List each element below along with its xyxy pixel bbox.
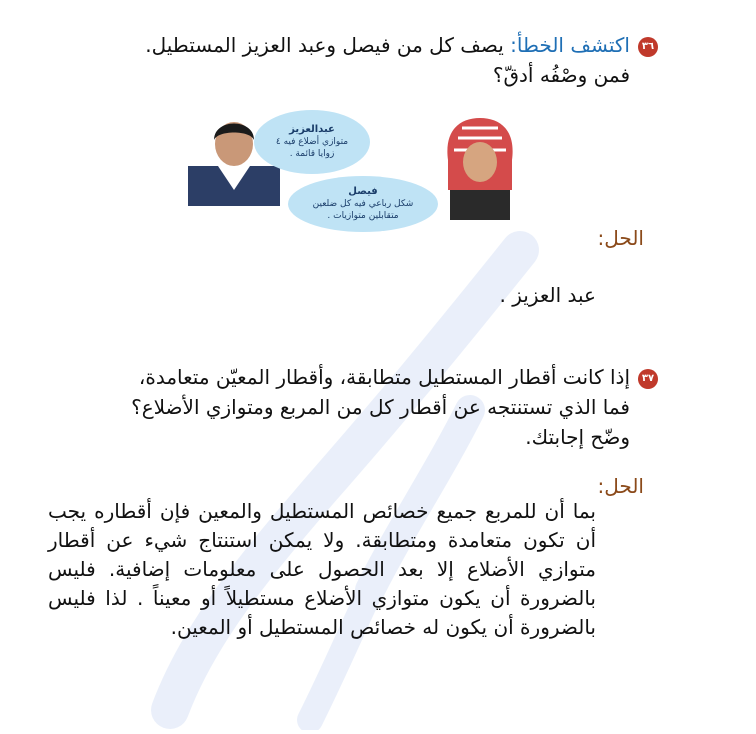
question-37-line3: وضّح إجابتك. [525, 425, 630, 449]
solution-label: الحل: [597, 226, 644, 250]
watermark-decoration [140, 230, 560, 730]
speaker-name: عبدالعزيز [289, 124, 335, 135]
question-number-badge: ٣٧ [638, 369, 658, 389]
speech-line: شكل رباعي فيه كل ضلعين [312, 199, 414, 209]
solution-label: الحل: [597, 474, 644, 498]
question-37-line2: فما الذي تستنتجه عن أقطار كل من المربع ومتوازي الأضلاع؟ [131, 395, 630, 419]
question-37-line1 [131, 362, 658, 392]
question-37-text: إذا كانت أقطار المستطيل متطابقة، وأقطار المعيّن متعامدة، [138, 365, 630, 389]
speech-bubble-abdulaziz [254, 110, 370, 174]
speech-line: زوايا قائمة . [289, 149, 335, 159]
find-error-keyword: اكتشف الخطأ: [510, 33, 630, 57]
speech-bubble-faisal [288, 176, 438, 232]
question-36-line2: فمن وصْفُه أدقّ؟ [492, 63, 630, 87]
speech-line: متوازي أضلاع فيه ٤ [275, 137, 349, 147]
boys-speech-figure [188, 110, 520, 230]
answer-36: عبد العزيز . [499, 283, 596, 307]
boy-faisal-illustration [440, 110, 520, 220]
question-37 [131, 362, 658, 452]
speech-line: متقابلين متوازيات . [327, 211, 399, 221]
speaker-name: فيصل [348, 186, 378, 197]
question-36-line1 [145, 30, 658, 60]
question-36-text: يصف كل من فيصل وعبد العزيز المستطيل. [145, 33, 504, 57]
question-36 [145, 30, 658, 90]
answer-37: بما أن للمربع جميع خصائص المستطيل والمعين فإن أقطاره يجب أن تكون متعامدة ومتطابقة. ولا يمكن استنتاج شيء عن أقطار متوازي الأضلاع إلا بعد الحصول على معلومات إضافية. فليس بالضرورة أن يكون متوازي الأضلاع مستطيلاً أو معيناً . لذا فليس بالضرورة أن يكون له خصائص المستطيل أو المعين. [48, 499, 596, 639]
question-number-badge: ٣٦ [638, 37, 658, 57]
